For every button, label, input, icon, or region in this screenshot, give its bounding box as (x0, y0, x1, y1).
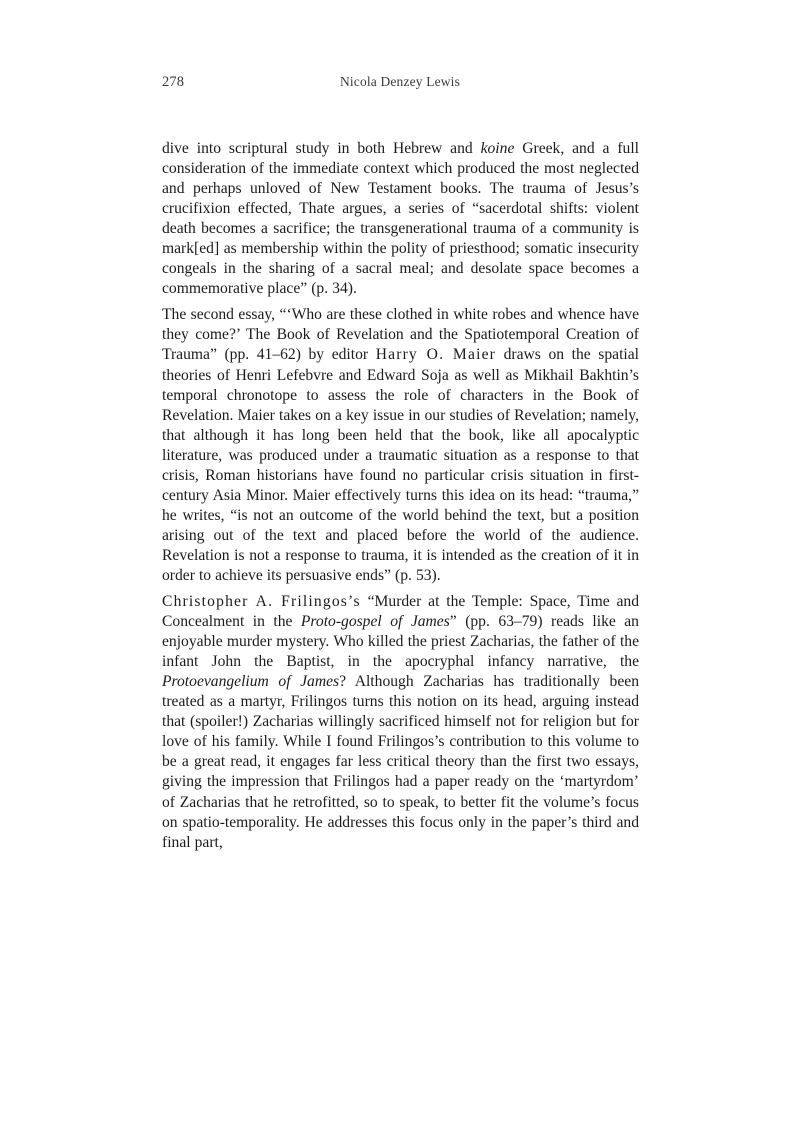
running-head-title: Nicola Denzey Lewis (339, 74, 461, 89)
text-run: ” (pp. 63–79) reads like an enjoyable murder mystery. Who killed the priest Zacharias, the father of the infant John the Baptist, in the apocryphal infancy narrative, the (162, 613, 639, 671)
body-text-block (162, 139, 639, 853)
page-number: 278 (162, 74, 185, 90)
paragraph-frilingos-review (162, 592, 639, 853)
paragraph-thate-review (162, 139, 639, 299)
text-run: draws on the spatial theories of Henri Lefebvre and Edward Soja as well as Mikhail Bakhtin’s temporal chronotope to assess the role of characters in the Book of Revelation. Maier takes on a key issue in our studies of Revelation; namely, that although it has long been held that the book, like all apocalyptic literature, was produced under a traumatic situation as a response to that crisis, Roman historians have found no particular crisis situation in first-century Asia Minor. Maier effectively turns this idea on its head: “trauma,” he writes, “is not an outcome of the world behind the text, but a position arising out of the text and placed before the world of the audience. Revelation is not a response to trauma, it is intended as the creation of it in order to achieve its persuasive ends” (p. 53). (162, 346, 640, 584)
italic-title: koine (480, 140, 515, 157)
author-name-emphasis: Christopher A. Frilingos’s (162, 593, 361, 611)
author-name-emphasis: Harry O. Maier (375, 346, 497, 364)
page-running-header (162, 72, 638, 92)
italic-title: Proto-gospel of James (300, 613, 450, 631)
text-run: ? Although Zacharias has traditionally been treated as a martyr, Frilingos turns this notion on its head, arguing instead that (spoiler!) Zacharias willingly sacrificed himself not for religion but for love of his family. While I found Frilingos’s contribution to this volume to be a great read, it engages far less critical theory than the first two essays, giving the impression that Frilingos had a paper ready on the ‘martyrdom’ of Zacharias that he retrofitted, so to speak, to better fit the volume’s focus on spatio-temporality. He addresses this focus only in the paper’s third and final part, (162, 673, 639, 851)
text-run: The second essay, “‘Who are these clothed in white robes and whence have they come?’ The Book of Revelation and the Spatiotemporal Creation of Trauma” (pp. 41–62) by editor (162, 306, 639, 364)
text-run: dive into scriptural study in both Hebrew and (162, 140, 481, 157)
text-run: “Murder at the Temple: Space, Time and Concealment in the (162, 593, 639, 631)
paragraph-maier-review (162, 305, 639, 586)
italic-title: Protoevangelium of James (162, 673, 340, 691)
text-run: Greek, and a full consideration of the immediate context which produced the most neglected and perhaps unloved of New Testament books. The trauma of Jesus’s crucifixion effected, Thate argues, a series of “sacerdotal shifts: violent death becomes a sacrifice; the transgenerational trauma of a community is mark[ed] as membership within the polity of priesthood; somatic insecurity congeals in the sharing of a sacral meal; and desolate space becomes a commemorative place” (p. 34). (162, 140, 639, 298)
